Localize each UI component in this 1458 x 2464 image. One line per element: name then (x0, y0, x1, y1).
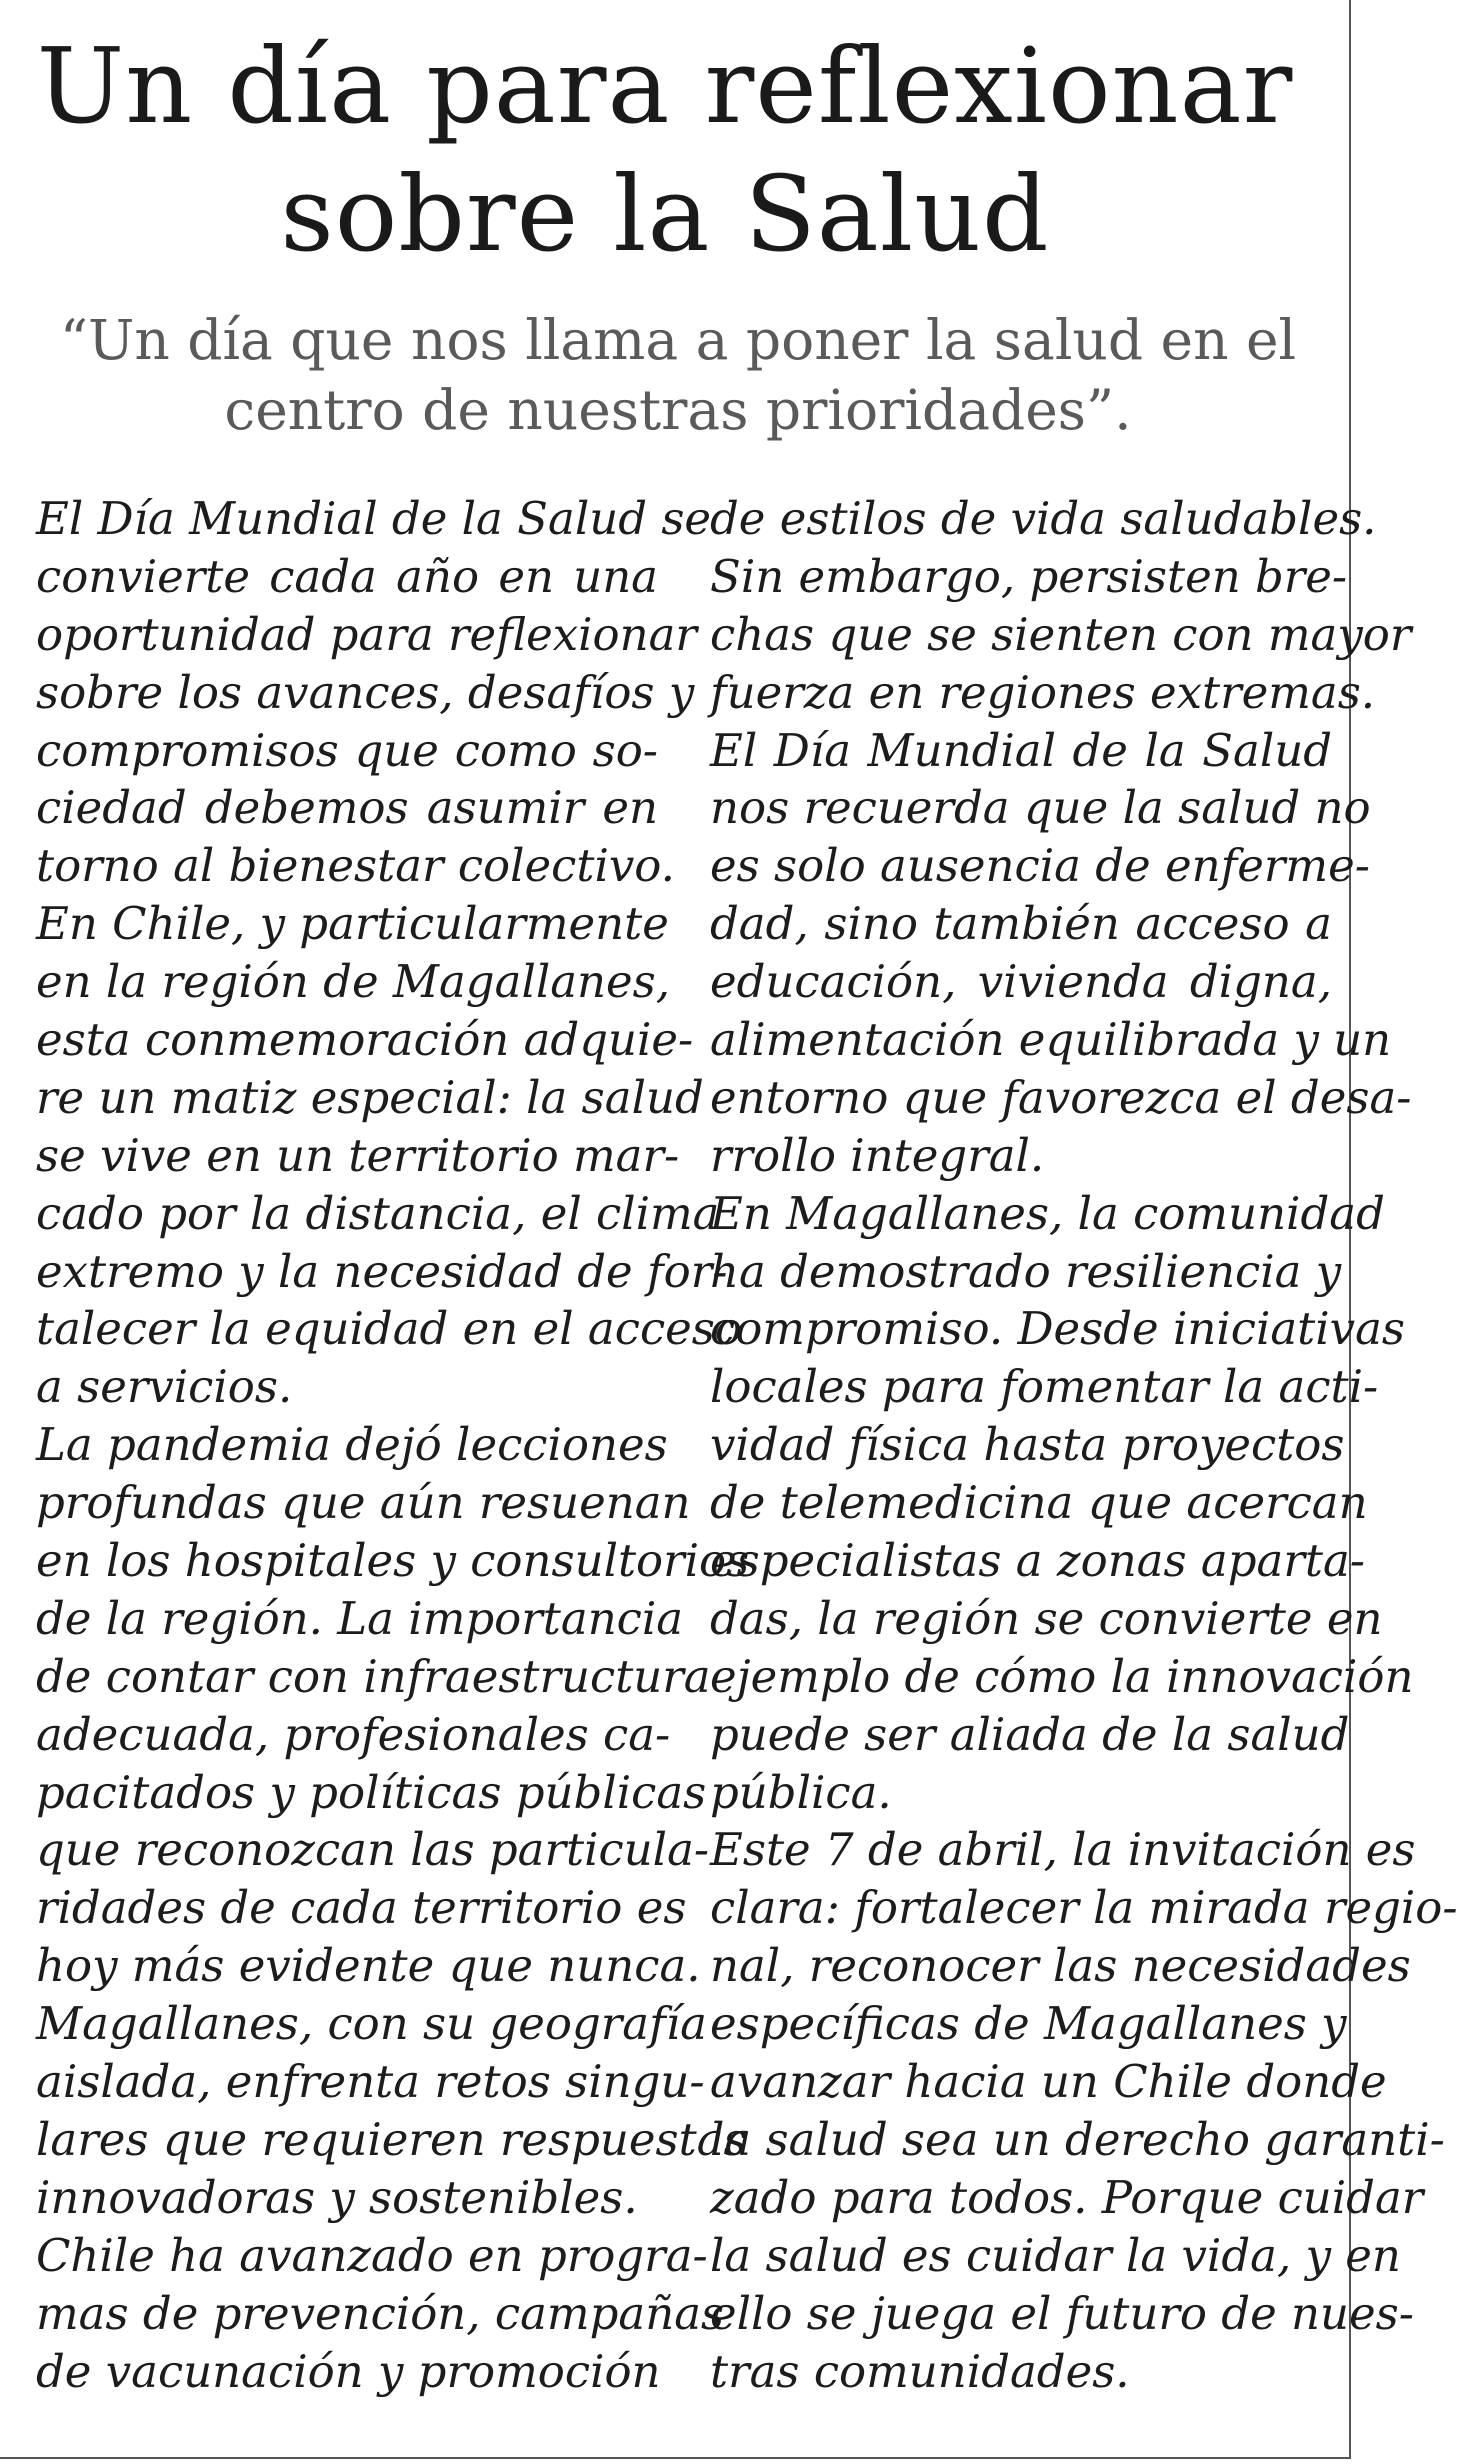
body-line: El Día Mundial de la Salud (710, 723, 1332, 777)
body-line: la salud es cuidar la vida, y en (710, 2228, 1401, 2282)
body-line: de vacunación y promoción (36, 2344, 661, 2398)
body-line: especialistas a zonas aparta- (710, 1534, 1366, 1588)
pull-quote (0, 305, 1356, 445)
pull-quote-line-1: “Un día que nos llama a poner la salud en el (59, 308, 1297, 372)
body-line: fuerza en regiones extremas. (710, 665, 1376, 719)
body-line: ejemplo de cómo la innovación (710, 1649, 1414, 1703)
body-line: ha demostrado resiliencia y (710, 1244, 1342, 1298)
body-line: se vive en un territorio mar- (36, 1128, 680, 1182)
body-line: Chile ha avanzado en progra- (36, 2228, 708, 2282)
body-line: convierte cada año en una (36, 549, 658, 603)
body-line: oportunidad para reflexionar (36, 607, 697, 661)
body-line: cado por la distancia, el clima (36, 1186, 720, 1240)
body-line: esta conmemoración adquie- (36, 1013, 694, 1067)
body-line: compromisos que como so- (36, 723, 658, 777)
headline-line-2: sobre la Salud (280, 153, 1050, 275)
body-line: clara: fortalecer la mirada regio- (710, 1881, 1458, 1935)
body-line: ello se juega el futuro de nues- (710, 2286, 1414, 2340)
body-column-right (710, 490, 1458, 2400)
body-line: entorno que favorezca el desa- (710, 1070, 1412, 1124)
body-line: sobre los avances, desafíos y (36, 665, 695, 719)
body-line: torno al bienestar colectivo. (36, 839, 675, 893)
body-line: a servicios. (36, 1360, 293, 1414)
body-line: re un matiz especial: la salud (36, 1070, 704, 1124)
body-line: hoy más evidente que nunca. (36, 1939, 701, 1993)
body-line: En Magallanes, la comunidad (710, 1186, 1385, 1240)
body-line: en la región de Magallanes, (36, 955, 671, 1009)
body-column-left (36, 490, 750, 2400)
body-line: das, la región se convierte en (710, 1591, 1383, 1645)
body-line: locales para fomentar la acti- (710, 1360, 1379, 1414)
body-line: de estilos de vida saludables. (710, 492, 1377, 545)
body-line: alimentación equilibrada y un (710, 1013, 1392, 1067)
body-line: Este 7 de abril, la invitación es (710, 1823, 1416, 1877)
body-line: específicas de Magallanes y (710, 1997, 1347, 2051)
body-line: innovadoras y sostenibles. (36, 2170, 638, 2224)
body-line: pacitados y políticas públicas (36, 1765, 707, 1819)
body-line: zado para todos. Porque cuidar (710, 2170, 1424, 2224)
body-line: de telemedicina que acercan (710, 1476, 1368, 1530)
body-line: profundas que aún resuenan (36, 1476, 691, 1530)
body-line: Magallanes, con su geografía (36, 1997, 707, 2051)
body-line: Sin embargo, persisten bre- (710, 549, 1348, 603)
body-line: compromiso. Desde iniciativas (710, 1302, 1405, 1356)
body-line: pública. (710, 1765, 892, 1819)
headline (0, 22, 1330, 278)
body-line: La pandemia dejó lecciones (36, 1418, 668, 1472)
body-line: lares que requieren respuestas (36, 2112, 747, 2166)
body-line: En Chile, y particularmente (36, 897, 669, 951)
body-line: dad, sino también acceso a (710, 897, 1332, 951)
headline-line-1: Un día para reflexionar (36, 25, 1294, 147)
body-line: puede ser aliada de la salud (710, 1707, 1350, 1761)
body-line: talecer la equidad en el acceso (36, 1302, 742, 1356)
body-line: ciedad debemos asumir en (36, 781, 658, 835)
body-line: en los hospitales y consultorios (36, 1534, 750, 1588)
body-line: nal, reconocer las necesidades (710, 1939, 1411, 1993)
body-line: adecuada, profesionales ca- (36, 1707, 671, 1761)
body-line: de contar con infraestructura (36, 1649, 711, 1703)
body-line: rrollo integral. (710, 1128, 1045, 1182)
body-line: que reconozcan las particula- (36, 1823, 710, 1877)
body-line: aislada, enfrenta retos singu- (36, 2055, 705, 2109)
body-line: extremo y la necesidad de for- (36, 1244, 728, 1298)
body-line: de la región. La importancia (36, 1591, 684, 1645)
body-line: nos recuerda que la salud no (710, 781, 1371, 835)
pull-quote-line-2: centro de nuestras prioridades”. (224, 378, 1132, 442)
body-line: avanzar hacia un Chile donde (710, 2055, 1387, 2109)
body-line: es solo ausencia de enferme- (710, 839, 1370, 893)
body-line: la salud sea un derecho garanti- (710, 2112, 1445, 2166)
body-line: ridades de cada territorio es (36, 1881, 687, 1935)
body-line: El Día Mundial de la Salud se (36, 492, 712, 545)
body-line: vidad física hasta proyectos (710, 1418, 1345, 1472)
body-line: educación, vivienda digna, (710, 955, 1332, 1009)
body-line: chas que se sienten con mayor (710, 607, 1412, 661)
body-line: tras comunidades. (710, 2344, 1130, 2398)
body-line: mas de prevención, campañas (36, 2286, 725, 2340)
